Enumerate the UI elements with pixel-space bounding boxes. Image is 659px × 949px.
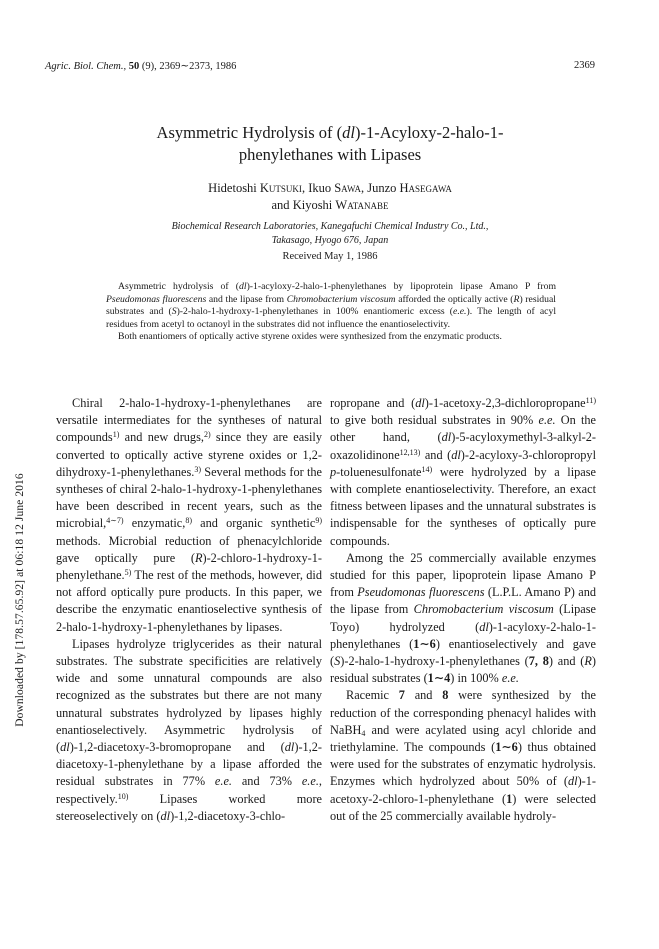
body-column-left	[56, 395, 322, 825]
body-paragraph-continued: ropropane and (dl)-1-acetoxy-2,3-dichloropropane$^{11)}$ to give both residual substrates in 90% e.e. On the other hand, (dl)-5-acyloxymethyl-3-alkyl-2-oxazolidinone$^{12,13)}$ and (dl)-2-acyloxy-3-chloropropyl p-toluenesulfonate$^{14)}$ were hydrolyzed by a lipase with complete enantioselectivity. Therefore, an exact fitness between lipases and the unnatural substrates is indispensable for the syntheses of optically pure compounds.	[330, 396, 596, 548]
affiliation-line-2: Takasago, Hyogo 676, Japan	[271, 235, 389, 246]
paper-title	[60, 122, 600, 166]
affiliation-line-1: Biochemical Research Laboratories, Kanegafuchi Chemical Industry Co., Ltd.,	[171, 221, 489, 232]
body-paragraph-enzymes: Among the 25 commercially available enzymes studied for this paper, lipoprotein lipase Amano P from Pseudomonas fluorescens (L.P.L. Amano P) and the lipase from Chromobacterium viscosum (Lipase Toyo) hydrolyzed (dl)-1-acyloxy-2-halo-1-phenylethanes (1∼6) enantioselectively and gave (S)-2-halo-1-hydroxy-1-phenylethanes (7, 8) and (R) residual substrates (1∼4) in 100% e.e.	[330, 550, 596, 686]
received-date: Received May 1, 1986	[282, 251, 378, 262]
title-line-1: Asymmetric Hydrolysis of (dl)-1-Acyloxy-2-halo-1-	[156, 123, 504, 142]
authors-line-1: Hidetoshi Kutsuki, Ikuo Sawa, Junzo Hasegawa	[208, 181, 452, 195]
journal-name: Agric. Biol. Chem.,	[45, 61, 127, 72]
body-paragraph-intro: Chiral 2-halo-1-hydroxy-1-phenylethanes are versatile intermediates for the syntheses of natural compounds$^{1)}$ and new drugs,$^{2)}$ since they are easily converted to optically active styrene oxides or 1,2-dihydroxy-1-phenylethanes.$^{3)}$ Several methods for the syntheses of chiral 2-halo-1-hydroxy-1-phenylethanes have been described in recent years, such as the microbial,$^{4\sim 7)}$ enzymatic,$^{8)}$ and organic synthetic$^{9)}$ methods. Microbial reduction of phenacylchloride gave optically pure (R)-2-chloro-1-hydroxy-1-phenylethane.$^{5)}$ The rest of the methods, however, did not afford optically pure products. In this paper, we describe the enzymatic enantioselective synthesis of 2-halo-1-hydroxy-1-phenylethanes by lipases.	[56, 396, 323, 634]
abstract-paragraph-2: Both enantiomers of optically active styrene oxides were synthesized from the enzymatic products.	[118, 331, 502, 342]
download-notice: Downloaded by [178.57.65.92] at 06:18 12 June 2016	[14, 473, 26, 727]
abstract-paragraph-1: Asymmetric hydrolysis of (dl)-1-acyloxy-2-halo-1-phenylethanes by lipoprotein lipase Amano P from Pseudomonas fluorescens and the lipase from Chromobacterium viscosum afforded the optically active (R) residual substrates and (S)-2-halo-1-hydroxy-1-phenylethanes in 100% enantiomeric excess (e.e.). The length of acyl residues from acetyl to octanoyl in the substrates did not influence the enantioselectivity.	[106, 281, 557, 330]
journal-volume: 50	[128, 61, 140, 72]
page-number: 2369	[574, 60, 595, 71]
body-column-right	[330, 395, 596, 825]
journal-issue-pages: (9), 2369∼2373, 1986	[141, 61, 237, 72]
authors-line-2: and Kiyoshi Watanabe	[271, 198, 389, 212]
abstract	[106, 281, 556, 344]
affiliation	[60, 220, 600, 248]
body-paragraph-synthesis: Racemic 7 and 8 were synthesized by the reduction of the corresponding phenacyl halides with NaBH$_4$ and were acylated using acyl chloride and triethylamine. The compounds (1∼6) thus obtained were used for the substrates of enzymatic hydrolysis. Enzymes which hydrolyzed about 50% of (dl)-1-acetoxy-2-chloro-1-phenylethane (1) were selected out of the 25 commercially available hydroly-	[330, 688, 596, 823]
author-list	[60, 180, 600, 214]
title-line-2: phenylethanes with Lipases	[238, 145, 422, 164]
body-paragraph-lipases: Lipases hydrolyze triglycerides as their natural substrates. The substrate specificities are relatively wide and some unnatural compounds are also recognized as the substrates but there are not many unnatural substrates hydrolyzed by lipases highly enantioselectively. Asymmetric hydrolysis of (dl)-1,2-diacetoxy-3-bromopropane and (dl)-1,2-diacetoxy-1-phenylethane by a lipase afforded the residual substrates in 77% e.e. and 73% e.e., respectively.$^{10)}$ Lipases worked more stereoselectively on (dl)-1,2-diacetoxy-3-chlo-	[56, 636, 322, 823]
journal-citation	[45, 60, 236, 72]
